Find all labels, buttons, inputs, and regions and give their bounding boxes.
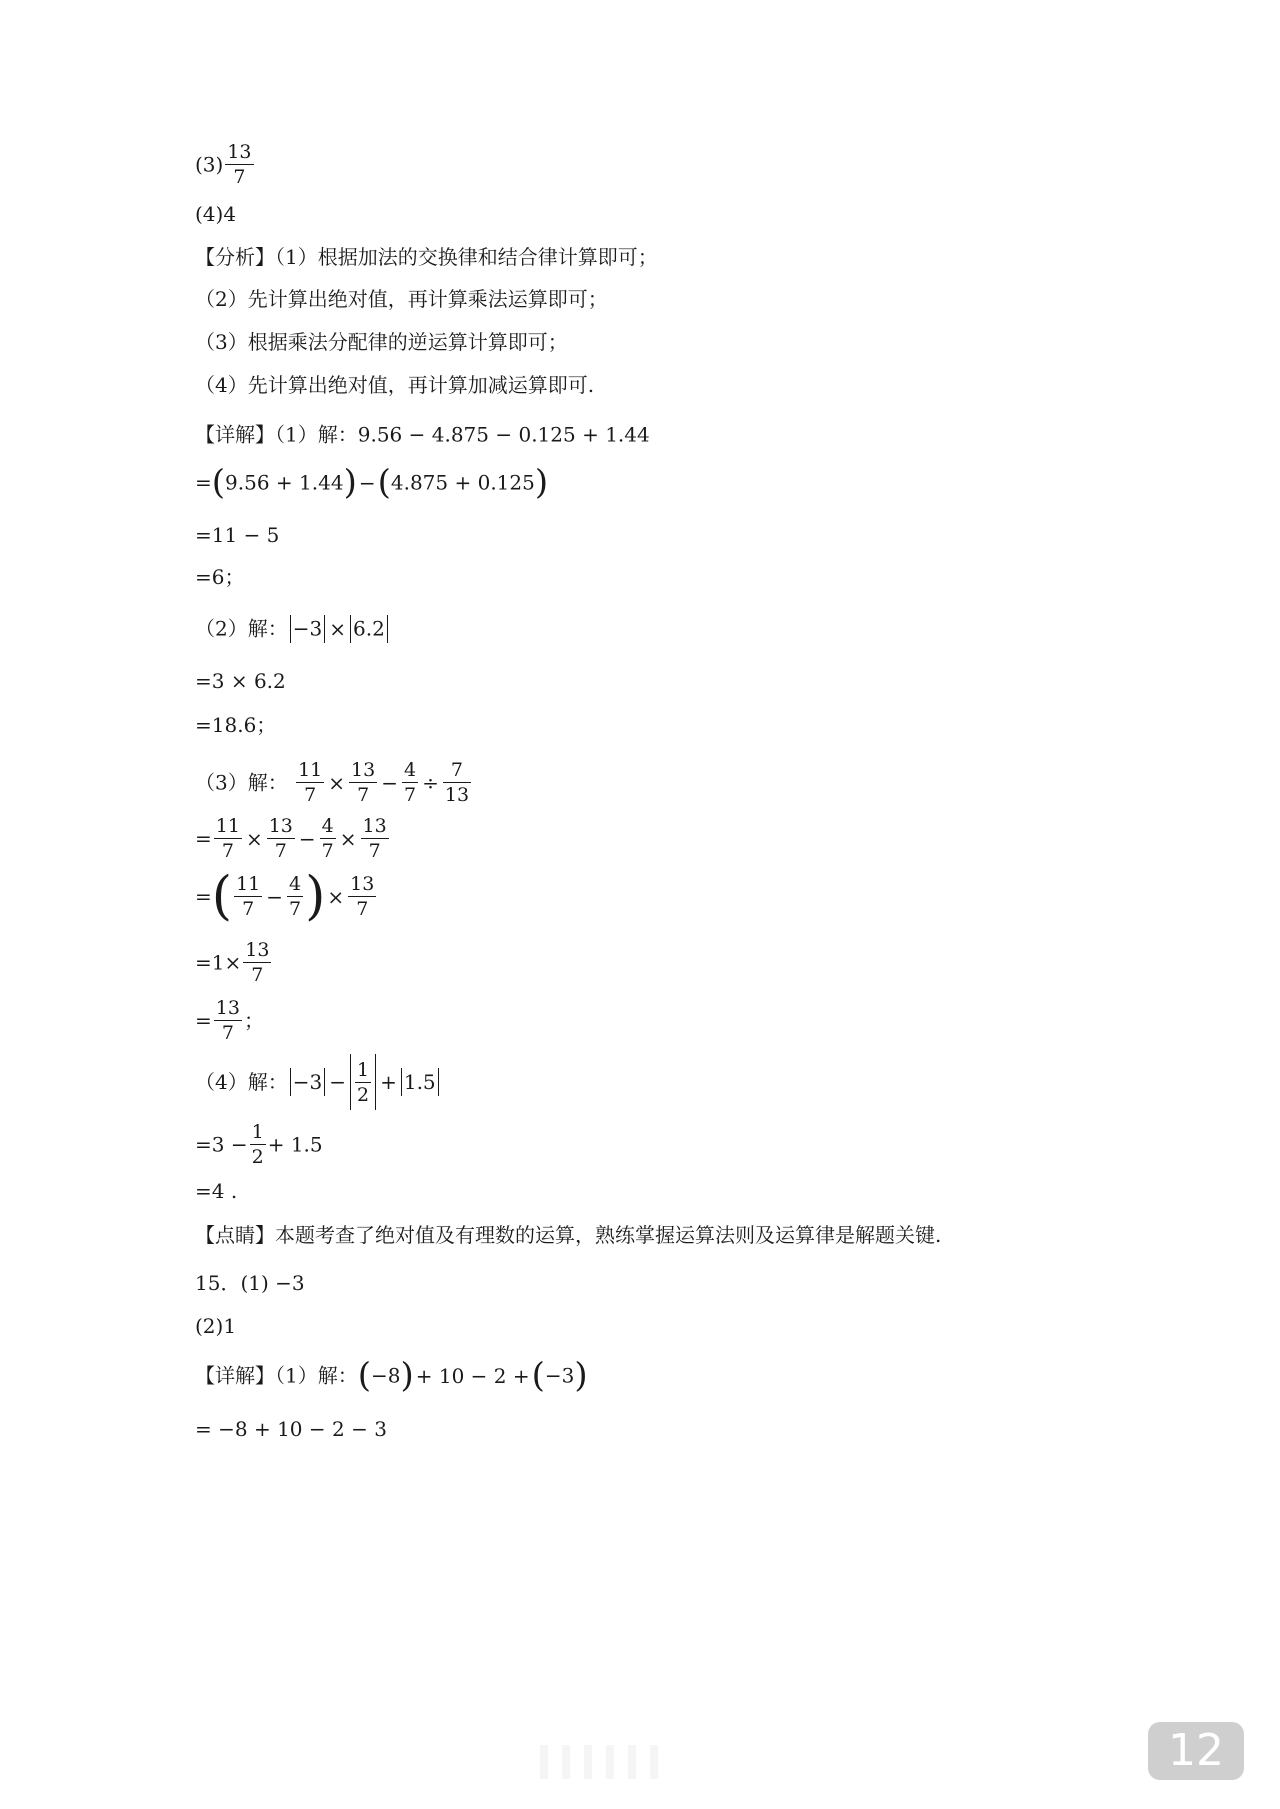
detail-3-step-2: =( $\frac{11}{7}$ − $\frac{4}{7}$ ) × $\frac{13}{7}$ [195,866,375,927]
detail-4-step-1: =3 − $\frac{1}{2}$ + 1.5 [195,1121,323,1168]
detail-3-step-3: =1× $\frac{13}{7}$ [195,939,270,986]
q15-detail-step-1: = −8 + 10 − 2 − 3 [195,1417,387,1441]
detail-1-step-3: =6； [195,565,245,589]
analysis-line-1: 【分析】（1）根据加法的交换律和结合律计算即可； [195,245,658,269]
detail-3-expression: （3）解： $\frac{11}{7}$ × $\frac{13}{7}$ − $\frac{4}{7}$ ÷ $\frac{7}{13}$ [195,759,470,806]
comment-line: 【点睛】本题考查了绝对值及有理数的运算，熟练掌握运算法则及运算律是解题关键. [195,1223,942,1247]
detail-1-step-1: =(9.56 + 1.44) −(4.875 + 0.125) [195,462,549,503]
detail-4-expression: （4）解： −3 − $\frac{1}{2}$ + 1.5 [195,1054,441,1110]
page-number-badge: 12 [1148,1722,1244,1780]
detail-3-step-4: = $\frac{13}{7}$ ； [195,997,264,1044]
detail-4-step-2: =4 . [195,1179,238,1203]
q15-answer-1: 15．(1) −3 [195,1271,305,1295]
bleed-through-marks [540,1745,690,1785]
analysis-line-2: （2）先计算出绝对值，再计算乘法运算即可； [195,287,608,311]
analysis-line-4: （4）先计算出绝对值，再计算加减运算即可. [195,373,595,397]
answer-3: (3) $\frac{13}{7}$ [195,141,252,188]
detail-1-expression: 【详解】（1）解：9.56 − 4.875 − 0.125 + 1.44 [195,422,650,447]
detail-3-step-1: = $\frac{11}{7}$ × $\frac{13}{7}$ − $\frac{4}{7}$ × $\frac{13}{7}$ [195,815,387,862]
detail-1-step-2: =11 − 5 [195,523,280,547]
q15-detail-expression: 【详解】（1）解：(−8) + 10 − 2 +(−3) [195,1355,588,1396]
detail-2-expression: （2）解： −3 × 6.2 [195,614,390,643]
detail-2-step-2: =18.6； [195,713,277,737]
answer-4: (4)4 [195,202,237,226]
analysis-line-3: （3）根据乘法分配律的逆运算计算即可； [195,330,568,354]
detail-2-step-1: =3 × 6.2 [195,669,286,693]
q15-answer-2: (2)1 [195,1314,237,1338]
